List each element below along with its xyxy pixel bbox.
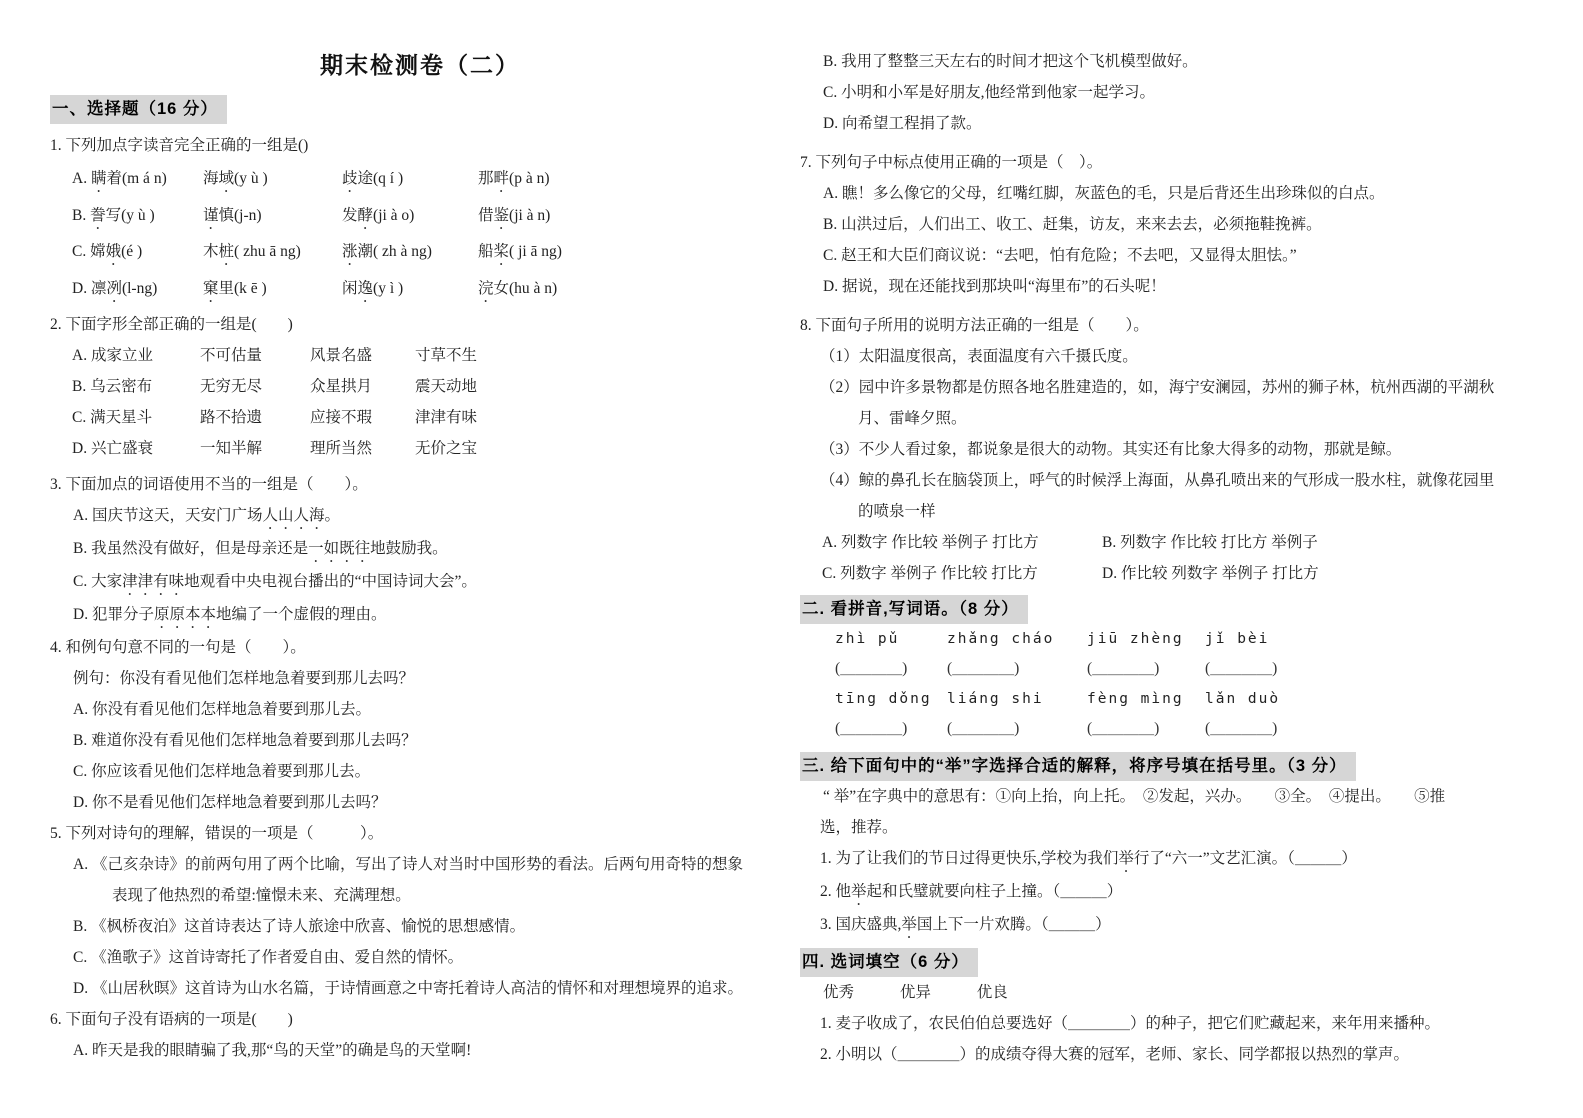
- q7-option-a: A. 瞧！多么像它的父母，红嘴红脚，灰蓝色的毛，只是后背还生出珍珠似的白点。: [823, 185, 1385, 202]
- q2-stem: 2. 下面字形全部正确的一组是( ): [50, 316, 293, 333]
- q5-option-c: C. 《渔歌子》这首诗寄托了作者爱自由、爱自然的情怀。: [73, 949, 464, 966]
- answer-blank: (＿＿＿＿): [947, 660, 1020, 677]
- q3-option-c: C. 大家津津有味地观看中央电视台播出的“中国诗词大会”。: [73, 573, 477, 590]
- idiom: 众星拱月: [310, 378, 373, 395]
- answer-blank: (＿＿＿＿): [1087, 720, 1160, 737]
- q8-option-b: B. 列数字 作比较 打比方 举例子: [1102, 534, 1318, 551]
- answer-blank: (＿＿＿＿): [1205, 660, 1278, 677]
- answer-blank-row-1: [800, 654, 1572, 684]
- idiom: 津津有味: [415, 409, 478, 426]
- q7-option-b: B. 山洪过后，人们出工、收工、赶集，访友，来来去去，必须拖鞋挽裤。: [823, 216, 1322, 233]
- right-column: [800, 0, 1572, 1070]
- word-with-pinyin: 木桩( zhu ā ng): [203, 243, 301, 260]
- pinyin-word: zhǎng cháo: [947, 631, 1055, 647]
- q4-option-a: A. 你没有看见他们怎样地急着要到那儿去。: [73, 701, 371, 718]
- pinyin-word: tīng dǒng: [835, 691, 932, 707]
- q5-stem: 5. 下列对诗句的理解，错误的一项是（ ）。: [50, 825, 384, 842]
- q8-option-d: D. 作比较 列数字 举例子 打比方: [1102, 565, 1319, 582]
- q2-option-row-d: [50, 433, 790, 464]
- word-with-pinyin: 歧途(q í ): [342, 170, 404, 187]
- q8-option-row-ab: [800, 527, 1572, 558]
- q8-stem: 8. 下面句子所用的说明方法正确的一组是（ ）。: [800, 317, 1149, 334]
- section-1-heading: [50, 95, 790, 124]
- word-with-pinyin: 窠里(k ē ): [203, 279, 267, 297]
- idiom: 应接不瑕: [310, 409, 373, 426]
- idiom: 一知半解: [200, 440, 263, 457]
- s3-intro-line2: 选，推荐。: [820, 819, 898, 836]
- q8-item-3: （3）不少人看过象，都说象是很大的动物。其实还有比象大得多的动物，那就是鲸。: [820, 441, 1402, 458]
- answer-blank: (＿＿＿＿): [1205, 720, 1278, 737]
- pinyin-word: lǎn duò: [1205, 691, 1281, 707]
- s3-item-1: 1. 为了让我们的节日过得更快乐,学校为我们举行了“六一”文艺汇演。（＿＿＿）: [820, 850, 1357, 867]
- idiom: D. 兴亡盛衰: [72, 440, 153, 457]
- word-with-pinyin: 浣女(hu à n): [478, 279, 558, 297]
- q1-option-row-d: [50, 271, 790, 308]
- q3-option-b: B. 我虽然没有做好，但是母亲还是一如既往地鼓励我。: [73, 540, 448, 557]
- q4-example: 例句：你没有看见他们怎样地急着要到那儿去吗？: [73, 670, 415, 687]
- q8-item-4-line1: （4）鲸的鼻孔长在脑袋顶上，呼气的时候浮上海面，从鼻孔喷出来的气形成一股水柱，就像花园里: [820, 472, 1495, 489]
- q8-item-2-line2: 月、雷峰夕照。: [858, 410, 967, 427]
- section-2-heading-text: 二. 看拼音,写词语。（8 分）: [800, 595, 1028, 624]
- s3-intro-line1: “ 举”在字典中的意思有：①向上抬，向上托。 ②发起，兴办。 ③全。 ④提出。 ⑤推: [823, 788, 1446, 805]
- word-with-pinyin: 那畔(p à n): [478, 170, 550, 187]
- q1-option-row-b: [50, 198, 790, 235]
- idiom: 路不拾遗: [200, 409, 263, 426]
- q5-option-a-line2: 表现了他热烈的希望:憧憬未来、充满理想。: [112, 887, 411, 904]
- q6-option-c: C. 小明和小军是好朋友,他经常到他家一起学习。: [823, 84, 1155, 101]
- word-bank-item: 优异: [899, 984, 931, 1001]
- word-with-pinyin: 海域(y ù ): [203, 170, 268, 187]
- pinyin-word: jiū zhèng: [1087, 631, 1184, 647]
- q1-stem: 1. 下列加点字读音完全正确的一组是(): [50, 137, 309, 154]
- q7-option-c: C. 赵王和大臣们商议说：“去吧，怕有危险；不去吧，又显得太胆怯。”: [823, 247, 1297, 264]
- q8-item-1: （1）太阳温度很高，表面温度有六千摄氏度。: [820, 348, 1138, 365]
- idiom: 风景名盛: [310, 347, 373, 364]
- s4-item-2: 2. 小明以（＿＿＿＿）的成绩夺得大赛的冠军，老师、家长、同学都报以热烈的掌声。: [820, 1046, 1410, 1063]
- section-2-heading: [800, 595, 1572, 624]
- section-4-heading-text: 四. 选词填空（6 分）: [800, 948, 978, 977]
- q8-option-a: A. 列数字 作比较 举例子 打比方: [822, 534, 1039, 551]
- pinyin-word: jǐ bèi: [1205, 631, 1270, 647]
- word-bank-item: 优秀: [823, 984, 855, 1001]
- q2-option-row-c: [50, 402, 790, 433]
- idiom: C. 满天星斗: [72, 409, 153, 426]
- q6-stem: 6. 下面句子没有语病的一项是( ): [50, 1011, 293, 1028]
- idiom: 震天动地: [415, 378, 478, 395]
- answer-blank: (＿＿＿＿): [1087, 660, 1160, 677]
- answer-blank: (＿＿＿＿): [947, 720, 1020, 737]
- q8-item-2-line1: （2）园中许多景物都是仿照各地名胜建造的，如，海宁安澜园，苏州的狮子林，杭州西湖的平湖秋: [820, 379, 1495, 396]
- q3-stem: 3. 下面加点的词语使用不当的一组是（ ）。: [50, 476, 368, 493]
- word-with-pinyin: 闲逸(y ì ): [342, 279, 404, 297]
- q2-option-row-a: [50, 340, 790, 371]
- q5-option-b: B. 《枫桥夜泊》这首诗表达了诗人旅途中欣喜、愉悦的思想感情。: [73, 918, 526, 935]
- pinyin-word: liáng shi: [947, 691, 1044, 707]
- left-column: [50, 0, 790, 1066]
- answer-blank: (＿＿＿＿): [835, 660, 908, 677]
- word-with-pinyin: A. 瞒着(m á n): [72, 170, 167, 187]
- word-bank: [800, 977, 1572, 1008]
- s3-item-2: 2. 他举起和氏璧就要向柱子上撞。（＿＿＿）: [820, 883, 1123, 900]
- idiom: 寸草不生: [415, 347, 478, 364]
- idiom: B. 乌云密布: [72, 378, 153, 395]
- word-with-pinyin: B. 誊写(y ù ): [72, 206, 155, 224]
- q5-option-a-line1: A. 《己亥杂诗》的前两句用了两个比喻，写出了诗人对当时中国形势的看法。后两句用奇特的想象: [73, 856, 743, 873]
- q4-stem: 4. 和例句句意不同的一句是（ ）。: [50, 639, 306, 656]
- q8-option-c: C. 列数字 举例子 作比较 打比方: [822, 565, 1038, 582]
- pinyin-word: fèng mìng: [1087, 691, 1184, 707]
- idiom: 理所当然: [310, 440, 373, 457]
- q1-option-row-c: [50, 234, 790, 271]
- page-title: 期末检测卷（二）: [320, 53, 520, 78]
- q4-option-c: C. 你应该看见他们怎样地急着要到那儿去。: [73, 763, 371, 780]
- q6-option-b: B. 我用了整整三天左右的时间才把这个飞机模型做好。: [823, 53, 1198, 70]
- word-with-pinyin: 涨潮( zh à ng): [342, 243, 432, 260]
- s4-item-1: 1. 麦子收成了，农民伯伯总要选好（＿＿＿＿）的种子，把它们贮藏起来，来年用来播种。: [820, 1015, 1441, 1032]
- q4-option-b: B. 难道你没有看见他们怎样地急着要到那儿去吗？: [73, 732, 417, 749]
- idiom: A. 成家立业: [72, 347, 153, 364]
- q2-option-row-b: [50, 371, 790, 402]
- q3-option-d: D. 犯罪分子原原本本地编了一个虚假的理由。: [73, 606, 387, 623]
- q7-stem: 7. 下列句子中标点使用正确的一项是（ ）。: [800, 154, 1103, 171]
- word-with-pinyin: 船桨( ji ā ng): [478, 243, 562, 260]
- q6-option-a: A. 昨天是我的眼睛骗了我,那“鸟的天堂”的确是鸟的天堂啊!: [73, 1042, 472, 1059]
- word-with-pinyin: D. 凛冽(l-ng): [72, 279, 158, 297]
- q4-option-d: D. 你不是看见他们怎样地急着要到那儿去吗？: [73, 794, 387, 811]
- word-bank-item: 优良: [976, 984, 1008, 1001]
- word-with-pinyin: C. 嫦娥(é ): [72, 243, 143, 260]
- section-4-heading: [800, 948, 1572, 977]
- q1-option-row-a: [50, 161, 790, 198]
- s3-item-3: 3. 国庆盛典,举国上下一片欢腾。（＿＿＿）: [820, 916, 1111, 933]
- pinyin-row-1: [800, 624, 1572, 654]
- word-with-pinyin: 发酵(ji à o): [342, 206, 415, 224]
- q7-option-d: D. 据说，现在还能找到那块叫“海里布”的石头呢！: [823, 278, 1166, 295]
- word-with-pinyin: 借鉴(ji à n): [478, 206, 551, 224]
- idiom: 无价之宝: [415, 440, 478, 457]
- section-3-heading-text: 三. 给下面句中的“举”字选择合适的解释，将序号填在括号里。（3 分）: [800, 752, 1356, 781]
- pinyin-word: zhì pǔ: [835, 631, 900, 647]
- answer-blank-row-2: [800, 714, 1572, 744]
- q6-option-d: D. 向希望工程捐了款。: [823, 115, 982, 132]
- section-3-heading: [800, 752, 1572, 781]
- q8-option-row-cd: [800, 558, 1572, 589]
- idiom: 不可估量: [200, 347, 263, 364]
- section-1-heading-text: 一、选择题（16 分）: [50, 95, 227, 124]
- q5-option-d: D. 《山居秋暝》这首诗为山水名篇，于诗情画意之中寄托着诗人高洁的情怀和对理想境界的追求。: [73, 980, 743, 997]
- idiom: 无穷无尽: [200, 378, 263, 395]
- q3-option-a: A. 国庆节这天，天安门广场人山人海。: [73, 507, 340, 524]
- q8-item-4-line2: 的喷泉一样: [858, 503, 936, 520]
- word-with-pinyin: 谨慎(j-n): [203, 206, 262, 224]
- answer-blank: (＿＿＿＿): [835, 720, 908, 737]
- pinyin-row-2: [800, 684, 1572, 714]
